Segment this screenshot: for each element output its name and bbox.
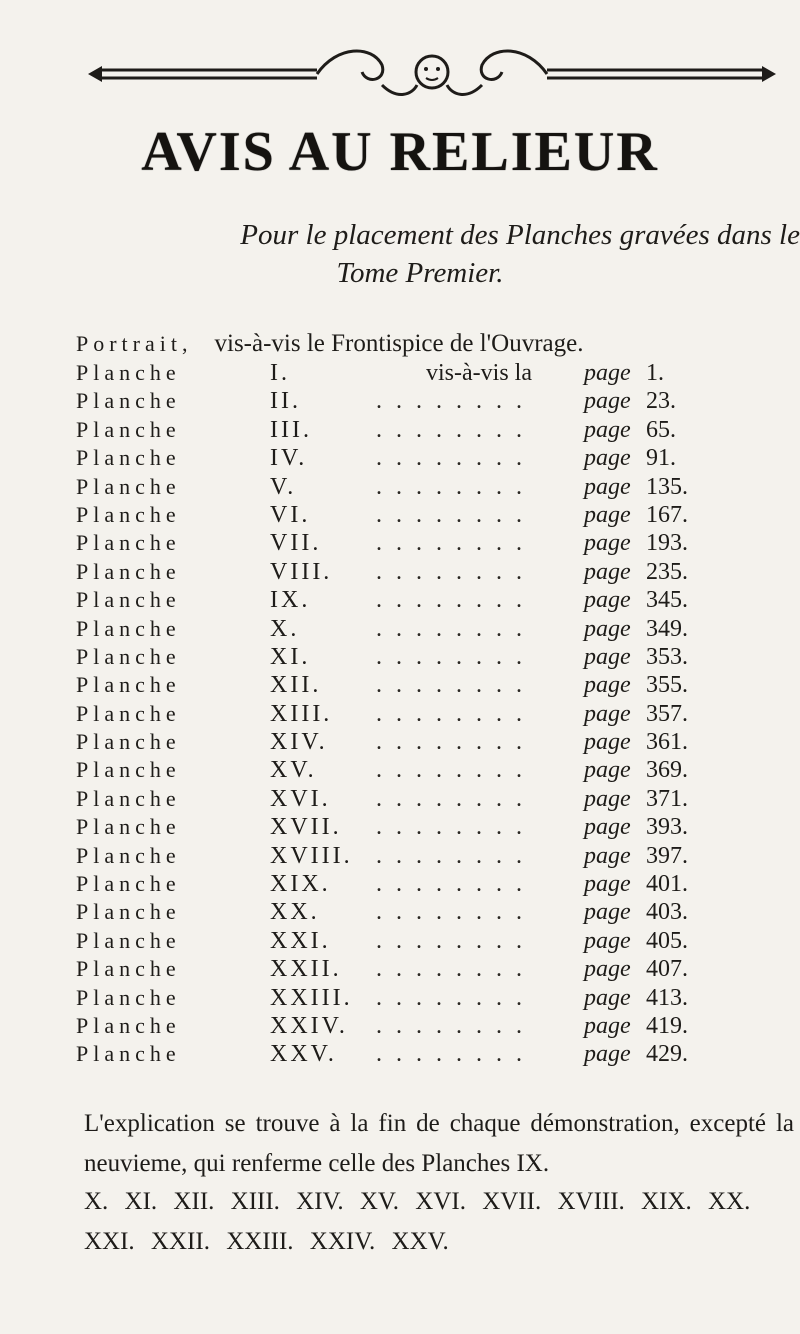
page-number: 167. <box>646 501 688 528</box>
plate-number: V. <box>270 473 297 500</box>
page-label: page <box>584 956 631 983</box>
leader-dots: ........ <box>376 785 536 812</box>
page-number: 407. <box>646 956 688 983</box>
plate-label: Planche <box>76 871 181 897</box>
page-number: 413. <box>646 984 688 1011</box>
page-label: page <box>584 899 631 926</box>
page-label: page <box>584 927 631 954</box>
page-label: page <box>584 501 631 528</box>
plate-entry <box>76 843 736 871</box>
plate-label: Planche <box>76 473 181 499</box>
page-number: 369. <box>646 757 688 784</box>
plate-entry <box>76 1013 736 1041</box>
plate-number: III. <box>270 416 312 443</box>
plate-label: Planche <box>76 1041 181 1067</box>
subtitle-line-1: Pour le placement des Planches gravées dans le <box>240 219 800 251</box>
plate-number: XVIII. <box>270 842 353 869</box>
leader-dots: ........ <box>376 530 536 557</box>
plate-number: VIII. <box>270 558 333 585</box>
page-label: page <box>584 984 631 1011</box>
plate-entry <box>76 701 736 729</box>
plate-entry <box>76 530 736 558</box>
page-number: 403. <box>646 899 688 926</box>
plate-entry <box>76 644 736 672</box>
page-title: AVIS AU RELIEUR <box>141 121 659 183</box>
plate-number: IV. <box>270 445 308 472</box>
page-number: 91. <box>646 445 676 472</box>
page-number: 349. <box>646 615 688 642</box>
leader-dots: ........ <box>376 729 536 756</box>
plate-label: Planche <box>76 672 181 698</box>
leader-dots: ........ <box>376 700 536 727</box>
page-number: 371. <box>646 785 688 812</box>
leader-dots: ........ <box>376 501 536 528</box>
plate-label: Planche <box>76 643 181 669</box>
plate-label: Planche <box>76 501 181 527</box>
page-number: 1. <box>646 360 664 386</box>
plate-label: Planche <box>76 615 181 641</box>
leader-dots: ........ <box>376 871 536 898</box>
plate-number: XXIV. <box>270 1012 348 1039</box>
page-label: page <box>584 643 631 670</box>
portrait-text: vis-à-vis le Frontispice de l'Ouvrage. <box>214 330 584 357</box>
page-label: page <box>584 1012 631 1039</box>
plate-label: Planche <box>76 700 181 726</box>
page-number: 419. <box>646 1012 688 1039</box>
plate-number: XXV. <box>270 1041 337 1068</box>
page-number: 23. <box>646 388 676 415</box>
page-number: 235. <box>646 558 688 585</box>
plate-entry <box>76 559 736 587</box>
plate-entry <box>76 388 736 416</box>
plate-number: XIII. <box>270 700 333 727</box>
plate-number: XVII. <box>270 814 342 841</box>
page-label: page <box>584 700 631 727</box>
plate-entry <box>76 729 736 757</box>
leader-dots: ........ <box>376 956 536 983</box>
plate-entry <box>76 814 736 842</box>
leader-dots: ........ <box>376 445 536 472</box>
plate-number: X. <box>270 615 300 642</box>
explanation-plate-list: X. XI. XII. XIII. XIV. XV. XVI. XVII. XVIII. XIX. XX. XXI. XXII. XXIII. XXIV. XXV. <box>84 1188 751 1255</box>
leader-dots: ........ <box>376 558 536 585</box>
plate-number: XII. <box>270 672 322 699</box>
scroll-ornament-icon <box>82 40 782 110</box>
plate-entry <box>76 587 736 615</box>
page-label: page <box>584 445 631 472</box>
page-label: page <box>584 473 631 500</box>
page-number: 65. <box>646 416 676 443</box>
subtitle <box>40 216 800 292</box>
leader-dots: ........ <box>376 416 536 443</box>
page-label: page <box>584 416 631 443</box>
plate-number: XXIII. <box>270 984 353 1011</box>
page-label: page <box>584 558 631 585</box>
plate-label: Planche <box>76 1012 181 1038</box>
plate-label: Planche <box>76 445 181 471</box>
plate-number: I. <box>270 360 290 386</box>
subtitle-line-2: Tome Premier. <box>336 257 504 289</box>
plate-label: Planche <box>76 984 181 1010</box>
leader-dots: ........ <box>376 587 536 614</box>
page-label: page <box>584 672 631 699</box>
plate-number: XIX. <box>270 871 331 898</box>
plate-label: Planche <box>76 558 181 584</box>
leader-dots: ........ <box>376 1041 536 1068</box>
page-number: 429. <box>646 1041 688 1068</box>
plate-number: VI. <box>270 501 311 528</box>
portrait-label: Portrait, <box>76 331 193 356</box>
plate-entry <box>76 502 736 530</box>
plate-label: Planche <box>76 785 181 811</box>
plate-number: II. <box>270 388 301 415</box>
plate-number: XI. <box>270 643 311 670</box>
page-number: 361. <box>646 729 688 756</box>
plate-entry <box>76 985 736 1013</box>
plate-entry <box>76 616 736 644</box>
plate-label: Planche <box>76 956 181 982</box>
plate-label: Planche <box>76 416 181 442</box>
plate-entry <box>76 899 736 927</box>
plate-entry <box>76 672 736 700</box>
page-number: 135. <box>646 473 688 500</box>
plate-label: Planche <box>76 757 181 783</box>
plate-number: VII. <box>270 530 322 557</box>
page-label: page <box>584 587 631 614</box>
plate-entry <box>76 474 736 502</box>
page-label: page <box>584 360 631 386</box>
leader-dots: ........ <box>376 615 536 642</box>
explanation-note: L'explication se trouve à la fin de chaque démonstration, excepté la neuvieme, qui renferme celle des Planches IX. <box>84 1110 794 1177</box>
page-label: page <box>584 814 631 841</box>
page-label: page <box>584 871 631 898</box>
page-label: page <box>584 842 631 869</box>
page-label: page <box>584 785 631 812</box>
plate-number: XXI. <box>270 927 331 954</box>
page-number: 193. <box>646 530 688 557</box>
plate-label: Planche <box>76 899 181 925</box>
portrait-entry <box>76 330 584 358</box>
page-label: page <box>584 530 631 557</box>
plate-vis-a-vis: vis-à-vis la <box>426 360 532 386</box>
page-number: 393. <box>646 814 688 841</box>
leader-dots: ........ <box>376 473 536 500</box>
leader-dots: ........ <box>376 927 536 954</box>
plate-entry <box>76 928 736 956</box>
leader-dots: ........ <box>376 388 536 415</box>
page-number: 353. <box>646 643 688 670</box>
page-label: page <box>584 757 631 784</box>
page-label: page <box>584 1041 631 1068</box>
page-number: 401. <box>646 871 688 898</box>
plate-entry <box>76 956 736 984</box>
plate-number: XVI. <box>270 785 331 812</box>
page-number: 357. <box>646 700 688 727</box>
page-number: 355. <box>646 672 688 699</box>
leader-dots: ........ <box>376 643 536 670</box>
plate-entry <box>76 445 736 473</box>
page-label: page <box>584 388 631 415</box>
plate-entry <box>76 871 736 899</box>
plate-label: Planche <box>76 388 181 414</box>
page-number: 397. <box>646 842 688 869</box>
plate-entry <box>76 360 736 388</box>
plates-list <box>76 360 736 1070</box>
plate-label: Planche <box>76 360 181 385</box>
plate-label: Planche <box>76 530 181 556</box>
page-number: 345. <box>646 587 688 614</box>
leader-dots: ........ <box>376 984 536 1011</box>
plate-entry <box>76 757 736 785</box>
leader-dots: ........ <box>376 672 536 699</box>
plate-entry <box>76 786 736 814</box>
plate-label: Planche <box>76 729 181 755</box>
page-label: page <box>584 729 631 756</box>
plate-label: Planche <box>76 587 181 613</box>
page-number: 405. <box>646 927 688 954</box>
plate-number: XIV. <box>270 729 328 756</box>
leader-dots: ........ <box>376 757 536 784</box>
leader-dots: ........ <box>376 1012 536 1039</box>
plate-entry <box>76 417 736 445</box>
plate-label: Planche <box>76 814 181 840</box>
plate-number: XV. <box>270 757 317 784</box>
leader-dots: ........ <box>376 814 536 841</box>
plate-number: IX. <box>270 587 311 614</box>
page-label: page <box>584 615 631 642</box>
plate-label: Planche <box>76 927 181 953</box>
plate-number: XXII. <box>270 956 342 983</box>
leader-dots: ........ <box>376 842 536 869</box>
plate-number: XX. <box>270 899 320 926</box>
leader-dots: ........ <box>376 899 536 926</box>
plate-entry <box>76 1041 736 1069</box>
plate-label: Planche <box>76 842 181 868</box>
